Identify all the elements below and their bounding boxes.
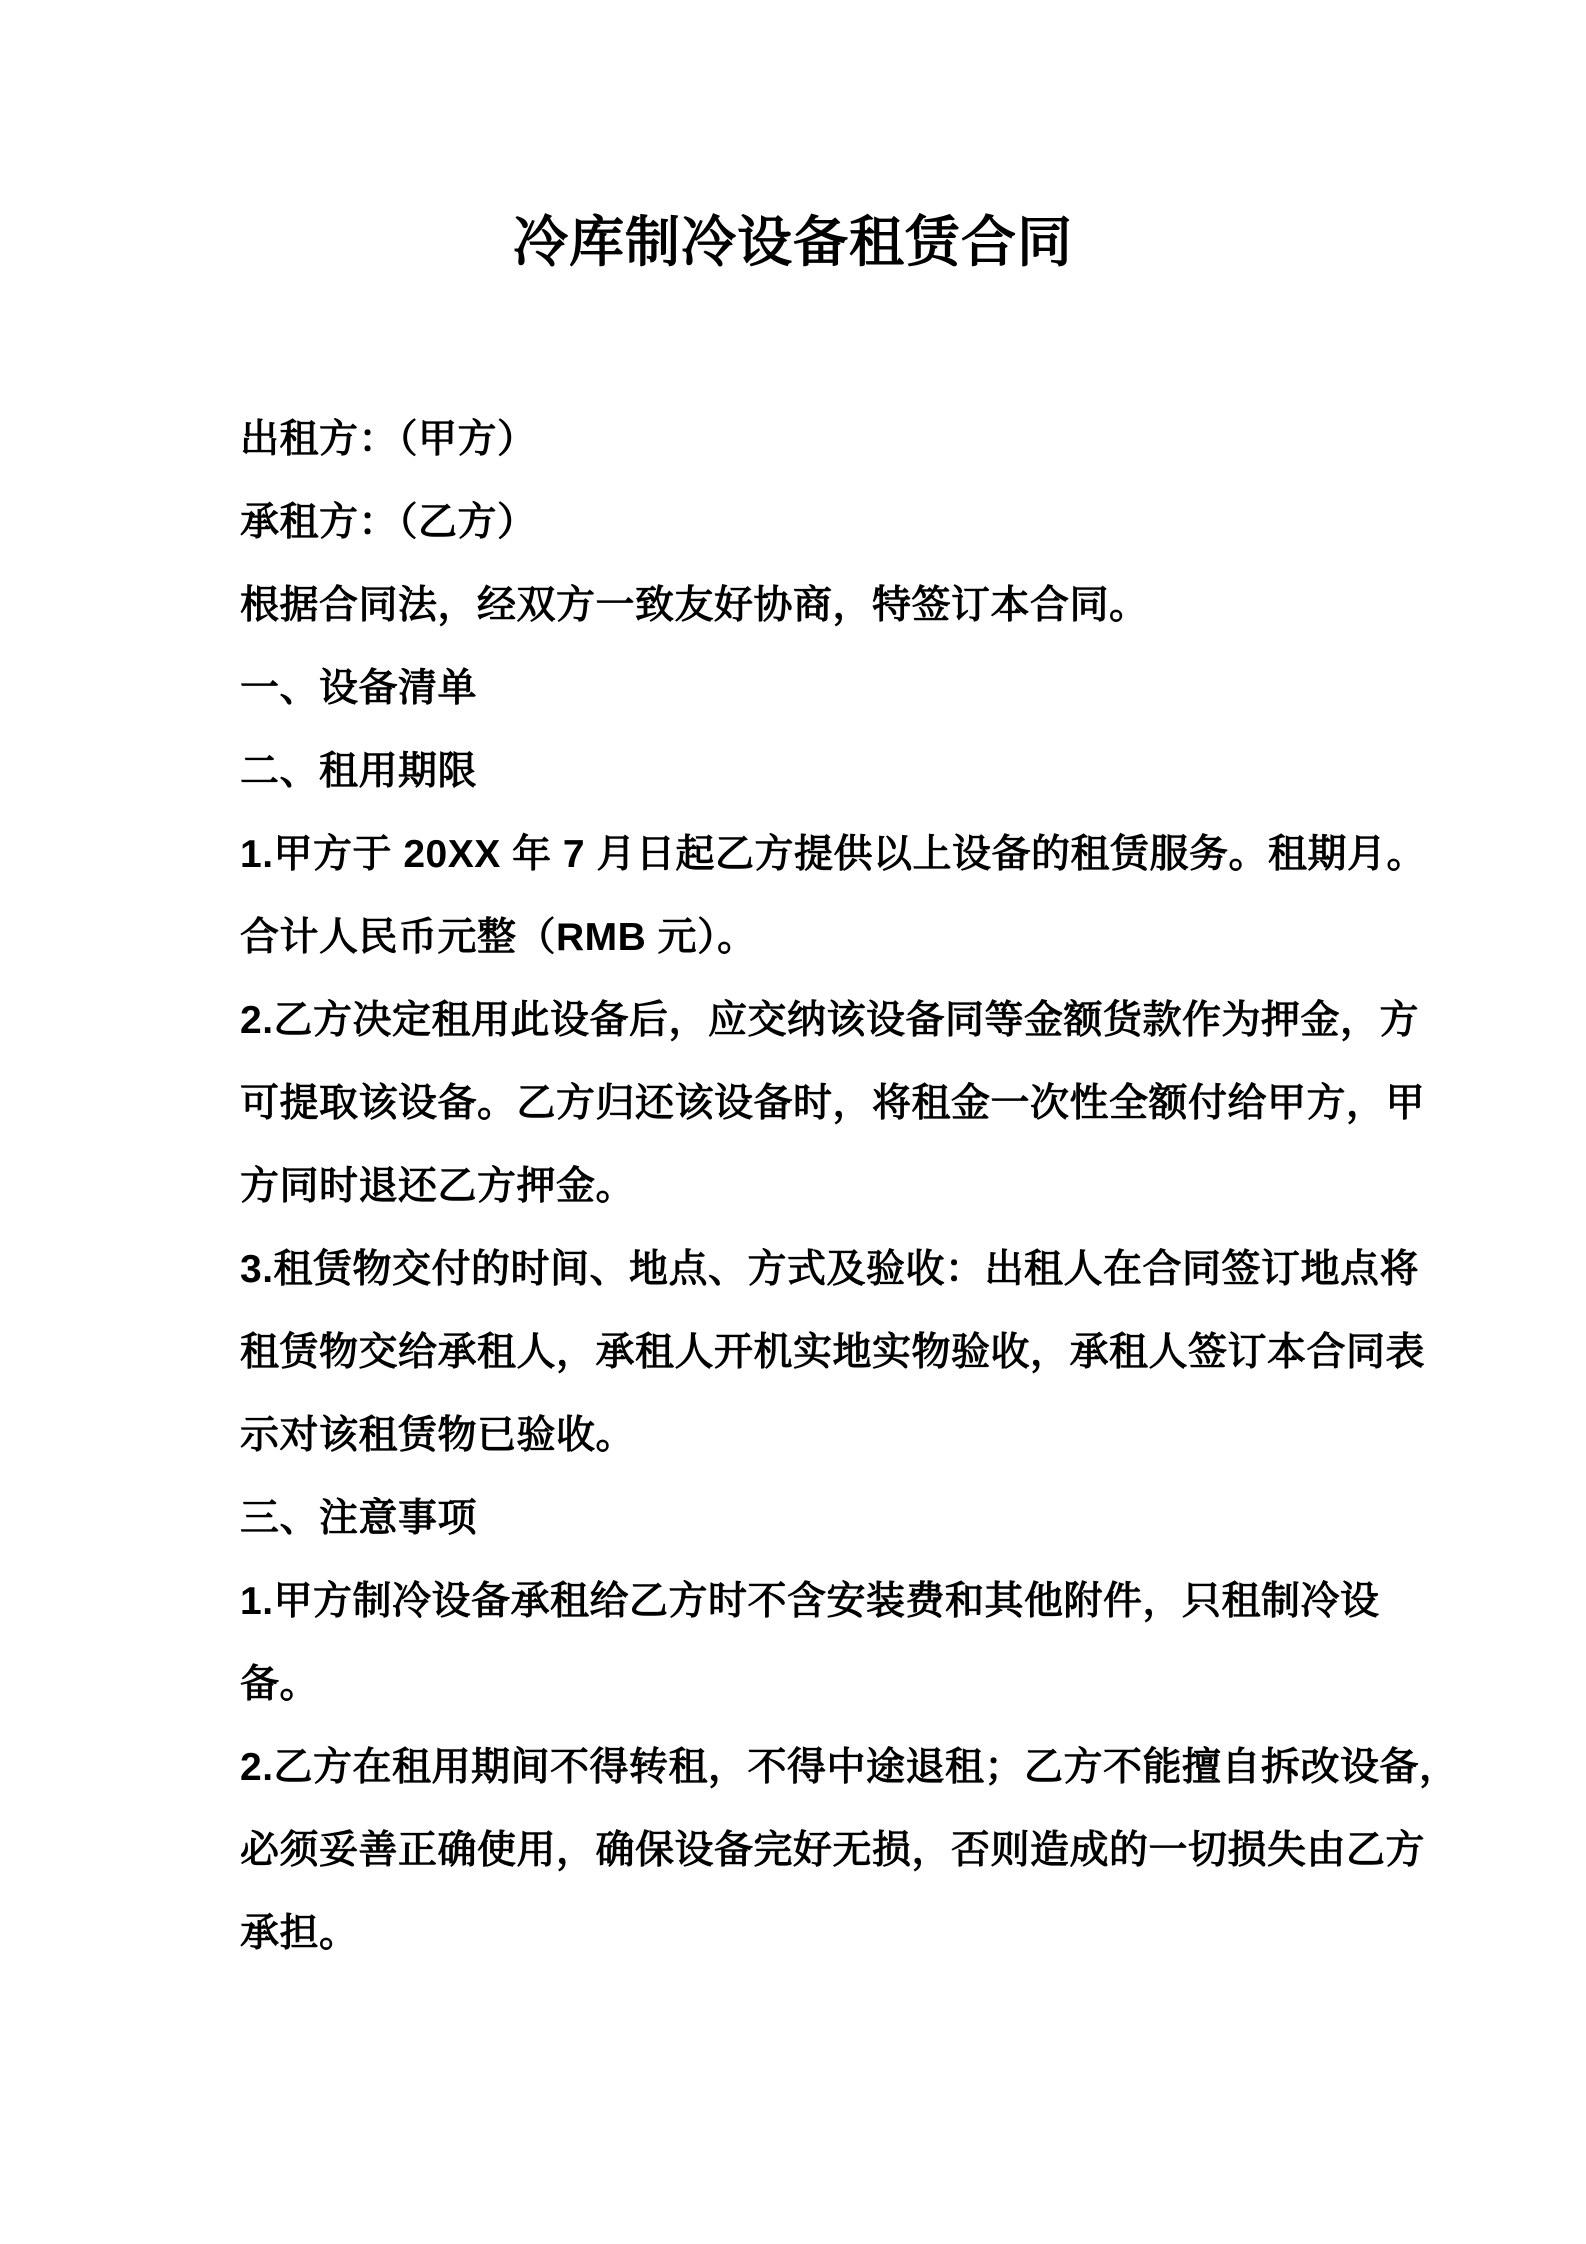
document-title: 冷库制冷设备租赁合同: [512, 211, 1073, 273]
clause-2-3-line-2: 租赁物交给承租人，承租人开机实地实物验收，承租人签订本合同表: [240, 1331, 1426, 1374]
clause-2-2-line-3: 方同时退还乙方押金。: [240, 1165, 636, 1208]
document-body: [240, 398, 1459, 1975]
party-b-line: 承租方：（乙方）: [240, 501, 537, 544]
clause-2-1-line-1: 1.甲方于 20XX 年 7 月日起乙方提供以上设备的租赁服务。租期月。: [240, 833, 1426, 876]
clause-2-1-line-2: 合计人民币元整（RMB 元）。: [240, 916, 757, 959]
clause-2-3-line-3: 示对该租赁物已验收。: [240, 1414, 636, 1457]
clause-3-1-line-1: 1.甲方制冷设备承租给乙方时不含安装费和其他附件，只租制冷设: [240, 1580, 1380, 1623]
section-1-heading: 一、设备清单: [240, 667, 478, 710]
clause-3-2-line-1: 2.乙方在租用期间不得转租，不得中途退租；乙方不能擅自拆改设备，: [240, 1746, 1459, 1789]
clause-2-2-line-2: 可提取该设备。乙方归还该设备时，将租金一次性全额付给甲方，甲: [240, 1082, 1426, 1125]
clause-3-2-line-2: 必须妥善正确使用，确保设备完好无损，否则造成的一切损失由乙方: [240, 1829, 1426, 1872]
clause-3-1-line-2: 备。: [240, 1663, 320, 1706]
party-a-line: 出租方：（甲方）: [240, 418, 537, 461]
clause-3-2-line-3: 承担。: [240, 1912, 359, 1955]
clause-2-2-line-1: 2.乙方决定租用此设备后，应交纳该设备同等金额货款作为押金，方: [240, 999, 1420, 1042]
preamble-line: 根据合同法，经双方一致友好协商，特签订本合同。: [240, 584, 1149, 627]
clause-2-3-line-1: 3.租赁物交付的时间、地点、方式及验收：出租人在合同签订地点将: [240, 1248, 1420, 1291]
section-3-heading: 三、注意事项: [240, 1497, 478, 1540]
section-2-heading: 二、租用期限: [240, 750, 478, 793]
